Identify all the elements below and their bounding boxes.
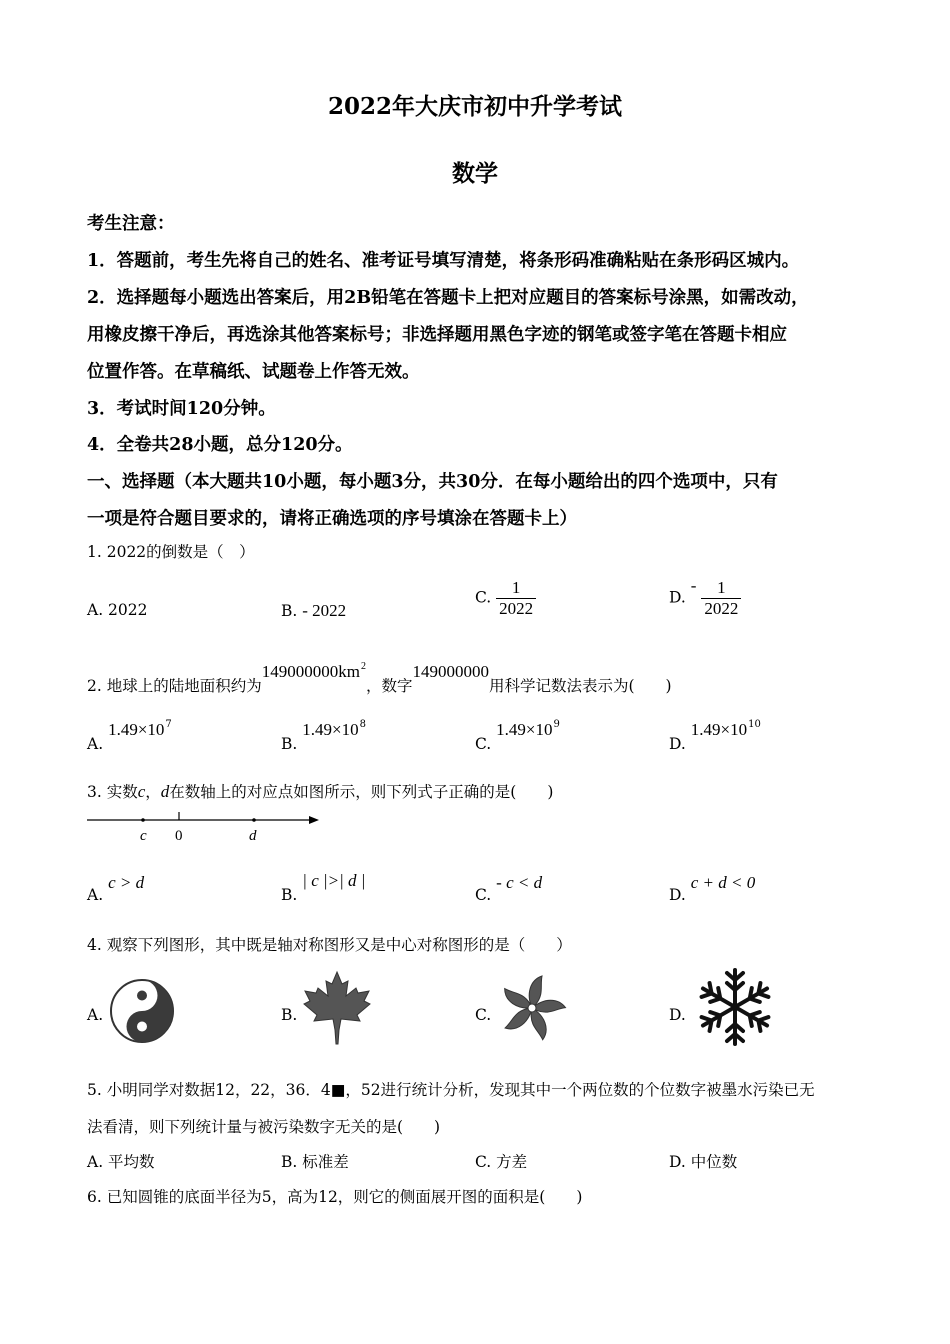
q3-text-part1: 3. 实数 [87, 783, 138, 801]
q2-option-c-base: 1.49×10 [496, 720, 553, 739]
q2-option-d-base: 1.49×10 [690, 720, 748, 739]
q4-text: 4. 观察下列图形，其中既是轴对称图形又是中心对称图形的是（ ） [87, 936, 572, 954]
number-line-label-d: d [249, 828, 257, 844]
notice-heading: 考生注意： [87, 214, 175, 234]
q1-option-c [475, 578, 536, 619]
q1-option-c-label: C. [475, 588, 492, 607]
q3-option-a [87, 873, 145, 904]
q2-text-part3: 用科学记数法表示为( ) [488, 677, 672, 695]
q2-option-d-label: D. [669, 735, 686, 753]
bauhinia-flower-icon [496, 972, 568, 1044]
fraction-numerator: 1 [511, 578, 521, 597]
number-line-label-c: c [140, 828, 147, 844]
section-heading-line1: 一、选择题（本大题共10小题，每小题3分，共30分．在每小题给出的四个选项中，只有 [87, 472, 778, 492]
q2-option-b-label: B. [281, 735, 298, 753]
q3-option-b-label: B. [281, 886, 298, 904]
q3-option-d [669, 873, 756, 904]
q1-option-b [281, 601, 346, 621]
q3-option-b-expr: | c |>| d | [302, 871, 366, 890]
section-heading-line2: 一项是符合题目要求的，请将正确选项的序号填涂在答题卡上） [87, 509, 577, 529]
q1-option-a: A. 2022 [87, 601, 148, 619]
q2-option-a [87, 719, 172, 753]
q5-option-b: B. 标准差 [281, 1153, 349, 1171]
q2-option-c [475, 719, 560, 753]
notice-item-2c: 位置作答。在草稿纸、试题卷上作答无效。 [87, 362, 420, 382]
q2-option-a-exp: 7 [165, 719, 172, 730]
q4-option-a-label: A. [87, 1006, 104, 1024]
q5-text-line2: 法看清，则下列统计量与被污染数字无关的是( ) [87, 1118, 441, 1136]
q1-text: 1. 2022的倒数是（ ） [87, 543, 255, 561]
q3-text-part2: 在数轴上的对应点如图所示，则下列式子正确的是( ) [169, 783, 554, 801]
yin-yang-icon [108, 977, 176, 1045]
fraction-denominator: 2022 [496, 598, 536, 619]
fraction-denominator: 2022 [701, 598, 741, 619]
number-line-label-zero: 0 [175, 828, 183, 844]
notice-item-1: 1．答题前，考生先将自己的姓名、准考证号填写清楚，将条形码准确粘贴在条形码区城内。 [87, 251, 800, 271]
q5-option-d: D. 中位数 [669, 1153, 738, 1171]
subject-title: 数学 [452, 160, 498, 187]
notice-item-2b: 用橡皮擦干净后，再选涂其他答案标号；非选择题用黑色字迹的钢笔或签字笔在答题卡相应 [87, 325, 787, 345]
q2-text-part1: 2. 地球上的陆地面积约为 [87, 677, 262, 695]
q2-option-d-exp: 10 [748, 719, 761, 730]
q3-number-line [87, 810, 327, 846]
q3-option-a-expr: c > d [108, 873, 145, 892]
q2-option-c-label: C. [475, 735, 492, 753]
q5-option-a: A. 平均数 [87, 1153, 155, 1171]
q2-option-b [281, 719, 366, 753]
notice-item-3: 3．考试时间120分钟。 [87, 399, 276, 419]
q3-option-d-expr: c + d < 0 [690, 873, 756, 892]
q2-option-b-base: 1.49×10 [302, 720, 359, 739]
q2-option-d [669, 719, 761, 753]
q2-text [87, 660, 672, 695]
snowflake-icon [694, 966, 776, 1048]
q2-number: 149000000 [412, 662, 489, 681]
q3-var-c: c [137, 782, 146, 801]
q2-area-exponent: 2 [360, 661, 366, 672]
q1-option-d [669, 575, 741, 619]
notice-item-4: 4．全卷共28小题，总分120分。 [87, 435, 353, 455]
exam-title: 2022年大庆市初中升学考试 [327, 93, 622, 120]
q2-option-c-exp: 9 [553, 719, 560, 730]
q2-area-value: 149000000km [261, 662, 360, 681]
q1-option-d-sign: - [690, 575, 697, 595]
q3-option-c-label: C. [475, 886, 492, 904]
q3-option-d-label: D. [669, 886, 686, 904]
q3-sep: ， [145, 783, 161, 801]
q6-text: 6. 已知圆锥的底面半径为5，高为12，则它的侧面展开图的面积是( ) [87, 1188, 583, 1206]
q3-option-c [475, 873, 543, 904]
q2-option-a-label: A. [87, 735, 104, 753]
q3-option-a-label: A. [87, 886, 104, 904]
q2-text-part2: ，数字 [365, 677, 413, 695]
q3-option-b [281, 871, 366, 904]
q1-option-d-label: D. [669, 588, 686, 607]
q2-option-b-exp: 8 [359, 719, 366, 730]
q3-text [87, 780, 553, 802]
q3-option-c-expr: - c < d [496, 873, 543, 892]
notice-item-2a: 2．选择题每小题选出答案后，用2B铅笔在答题卡上把对应题目的答案标号涂黑，如需改动， [87, 288, 809, 308]
q5-option-c: C. 方差 [475, 1153, 528, 1171]
q3-var-d: d [160, 782, 170, 801]
fraction-numerator: 1 [717, 578, 726, 597]
q4-option-b-label: B. [281, 1006, 298, 1024]
q1-option-b-label: B. [281, 602, 298, 620]
maple-leaf-icon [301, 970, 373, 1046]
q5-text-line1: 5. 小明同学对数据12，22，36．4■，52进行统计分析，发现其中一个两位数的个位数字被墨水污染已无 [87, 1081, 815, 1099]
q4-option-c-label: C. [475, 1006, 492, 1024]
q4-option-d-label: D. [669, 1006, 686, 1024]
q1-option-c-fraction [496, 578, 536, 619]
q2-area [262, 662, 366, 681]
q1-option-d-fraction [701, 578, 741, 619]
q2-option-a-base: 1.49×10 [108, 720, 165, 739]
q1-option-b-value: - 2022 [302, 601, 347, 620]
